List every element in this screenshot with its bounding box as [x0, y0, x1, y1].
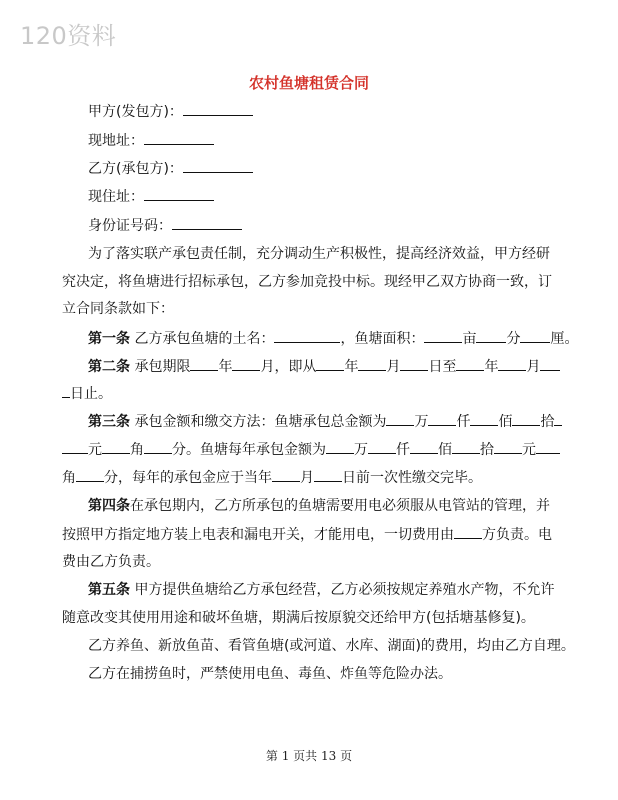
blank	[190, 356, 218, 371]
blank	[76, 467, 104, 482]
paragraph-fees: 乙方养鱼、新放鱼苗、看管鱼塘(或河道、水库、湖面)的费用，均由乙方自理。	[88, 638, 575, 654]
article-2-line-1	[88, 356, 560, 377]
blank	[520, 328, 550, 343]
address-a-field	[88, 130, 214, 151]
article-3-line-1	[88, 411, 562, 432]
address-b-field	[88, 186, 214, 207]
party-a-blank	[183, 101, 253, 116]
unit: 元	[88, 442, 102, 458]
blank	[316, 356, 344, 371]
paragraph-fishing: 乙方在捕捞鱼时，严禁使用电鱼、毒鱼、炸鱼等危险办法。	[88, 666, 452, 682]
unit: 佰	[438, 442, 452, 458]
page-footer: 第 1 页共 13 页	[265, 749, 353, 763]
unit: 万	[414, 414, 429, 430]
unit: 日至	[428, 359, 457, 375]
unit: 月	[300, 470, 314, 486]
blank	[452, 439, 480, 454]
unit: 佰	[498, 414, 513, 430]
blank	[314, 467, 342, 482]
blank	[428, 411, 456, 426]
unit: 万	[354, 442, 368, 458]
article-4-text-2a: 按照甲方指定地方装上电表和漏电开关，才能用电，一切费用由	[62, 527, 454, 543]
blank	[470, 411, 498, 426]
article-3-line-3	[62, 467, 482, 488]
unit: 仟	[456, 414, 471, 430]
article-3-end: 日前一次性缴交完毕。	[342, 470, 482, 486]
article-1-text-2: ，鱼塘面积：	[340, 331, 425, 347]
address-b-blank	[144, 186, 214, 201]
article-2-heading: 第二条	[88, 359, 130, 375]
blank	[476, 328, 506, 343]
blank	[272, 467, 300, 482]
unit: 角	[62, 470, 76, 486]
blank	[358, 356, 386, 371]
document-title: 农村鱼塘租赁合同	[248, 74, 369, 92]
blank	[102, 439, 130, 454]
article-4-line-1	[88, 496, 550, 516]
article-1-heading: 第一条	[88, 331, 130, 347]
article-1-fen: 分	[506, 331, 521, 347]
unit: 仟	[396, 442, 410, 458]
article-3-heading: 第三条	[88, 414, 130, 430]
id-number-blank	[172, 215, 242, 230]
article-3-text-3: 分，每年的承包金应于当年	[104, 470, 272, 486]
blank	[554, 411, 562, 426]
article-2-text-1: 承包期限	[134, 359, 191, 375]
article-2-end: 日止。	[70, 386, 112, 402]
unit: 年	[344, 359, 359, 375]
blank	[144, 439, 172, 454]
article-2-text-2: ，即从	[274, 359, 317, 375]
article-4-heading: 第四条	[88, 498, 130, 514]
article-2-line-2	[62, 383, 112, 404]
intro-line-2: 究决定，将鱼塘进行招标承包，乙方参加竞投中标。现经甲乙双方协商一致，订	[62, 274, 552, 290]
party-b-label: 乙方(承包方)：	[88, 161, 183, 177]
blank	[232, 356, 260, 371]
watermark: 120资料	[20, 22, 117, 50]
blank	[540, 356, 560, 371]
address-b-label: 现住址：	[88, 189, 144, 205]
unit: 拾	[480, 442, 494, 458]
article-5-text-1: 甲方提供鱼塘给乙方承包经营，乙方必须按规定养殖水产物，不允许	[134, 582, 555, 598]
article-4-line-3: 费由乙方负责。	[62, 554, 160, 570]
blank	[454, 524, 482, 539]
id-number-field	[88, 215, 242, 236]
article-3-text-1: 承包金额和缴交方法：鱼塘承包总金额为	[134, 414, 387, 430]
party-b-blank	[183, 158, 253, 173]
article-5-line-2: 随意改变其使用用途和破坏鱼塘，期满后按原貌交还给甲方(包括塘基修复)。	[62, 610, 535, 626]
blank	[512, 411, 540, 426]
blank	[326, 439, 354, 454]
blank	[400, 356, 428, 371]
intro-line-1: 为了落实联产承包责任制，充分调动生产积极性，提高经济效益，甲方经研	[88, 246, 550, 262]
article-5-line-1	[88, 580, 554, 600]
id-number-label: 身份证号码：	[88, 218, 172, 234]
article-1	[88, 328, 578, 349]
unit: 月	[526, 359, 541, 375]
unit: 拾	[540, 414, 555, 430]
blank	[456, 356, 484, 371]
party-a-label: 甲方(发包方)：	[88, 104, 183, 120]
article-5-heading: 第五条	[88, 582, 130, 598]
article-4-text-2b: 方负责。电	[482, 527, 552, 543]
unit: 月	[260, 359, 275, 375]
blank	[386, 411, 414, 426]
article-3-text-2: 鱼塘每年承包金额为	[200, 442, 326, 458]
blank	[536, 439, 560, 454]
address-a-blank	[144, 130, 214, 145]
unit: 元	[522, 442, 536, 458]
party-a-field	[88, 101, 253, 122]
article-3-line-2	[62, 439, 560, 460]
article-1-text-1: 乙方承包鱼塘的土名：	[134, 331, 275, 347]
blank	[62, 439, 88, 454]
blank	[274, 328, 340, 343]
unit: 年	[218, 359, 233, 375]
unit: 年	[484, 359, 499, 375]
article-1-mu: 亩	[462, 331, 477, 347]
blank	[410, 439, 438, 454]
blank	[62, 383, 70, 398]
unit: 角	[130, 442, 144, 458]
blank	[424, 328, 462, 343]
article-1-li: 厘。	[550, 331, 579, 347]
intro-line-3: 立合同条款如下：	[62, 301, 174, 317]
blank	[368, 439, 396, 454]
blank	[498, 356, 526, 371]
article-4-text-1: 在承包期内，乙方所承包的鱼塘需要用电必须服从电管站的管理，并	[130, 498, 550, 514]
address-a-label: 现地址：	[88, 133, 144, 149]
blank	[494, 439, 522, 454]
unit: 月	[386, 359, 401, 375]
unit: 分。	[172, 442, 200, 458]
article-4-line-2	[62, 524, 552, 545]
party-b-field	[88, 158, 253, 179]
